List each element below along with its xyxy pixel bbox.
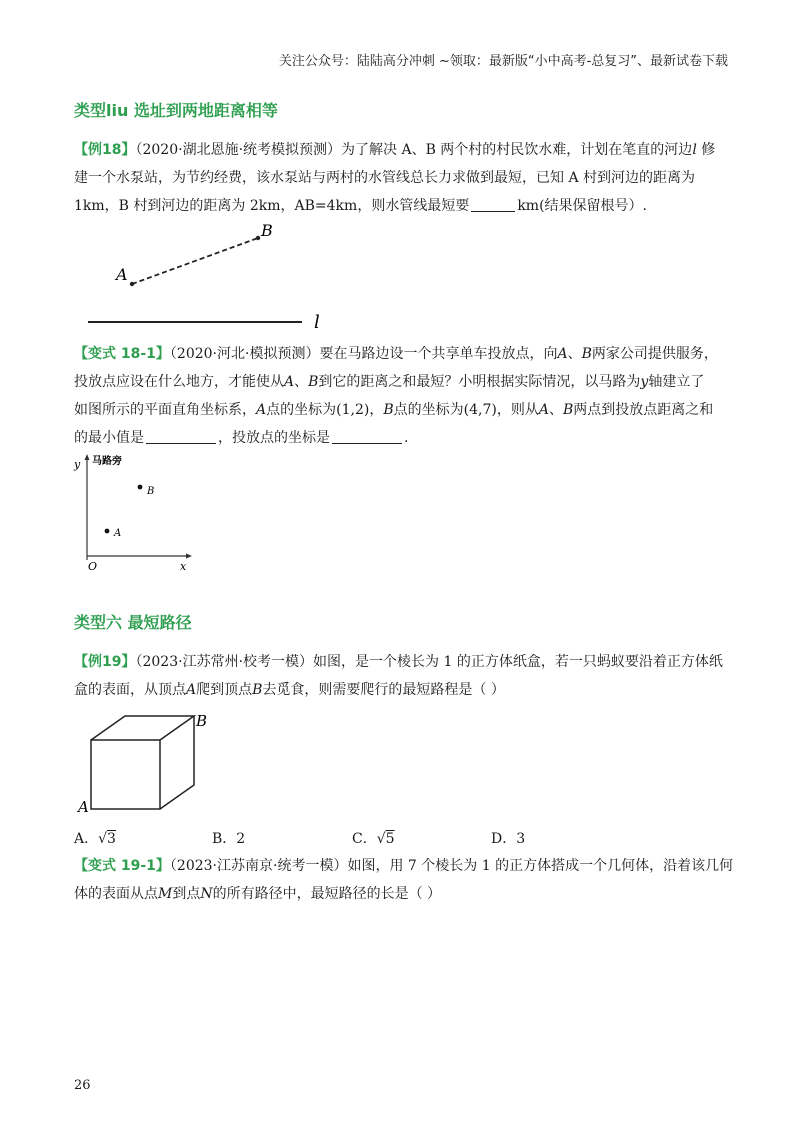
var18-line2g: 轴建立了 (648, 374, 705, 390)
point-m: M (158, 886, 173, 902)
cube-label-b: B (196, 712, 208, 730)
var18-y: y (640, 374, 649, 390)
label-x: x (180, 560, 187, 573)
section-title-2: 类型六 最短路径 (74, 613, 192, 632)
coord-label-a: A (114, 528, 122, 539)
page-number: 26 (74, 1078, 91, 1093)
var18-line4c: . (404, 430, 409, 446)
example-18-tag: 【例18】 (74, 142, 136, 158)
var18-a1: A (557, 346, 568, 362)
option-a[interactable] (74, 828, 116, 848)
section-title-1: 类型liu 选址到两地距离相等 (74, 101, 278, 120)
var18-line4b: ，投放点的坐标是 (218, 430, 330, 446)
var18-b3: B (383, 402, 394, 418)
option-b-value: 2 (236, 831, 246, 847)
coord-point-b (138, 485, 143, 490)
point-a (130, 282, 134, 286)
option-c-value: 5 (385, 831, 395, 847)
var18-a3: A (256, 402, 267, 418)
variant-19-1 (74, 852, 734, 908)
var18-a2: A (284, 374, 295, 390)
coordinate-figure (70, 452, 200, 576)
example-18-line2: 建一个水泵站，为节约经费，该水泵站与两村的水管线总长力求做到最短，已知 A 村到河边的距离为 (74, 170, 696, 186)
variant-18-line1: （2020·河北·模拟预测）要在马路边设一个共享单车投放点，向 (169, 346, 558, 362)
label-b: B (261, 221, 273, 240)
var18-b4: B (562, 402, 574, 418)
river-l: l (692, 142, 697, 158)
page-header: 关注公众号：陆陆高分冲刺 ~领取：最新版“小中高考-总复习”、最新试卷下载 (278, 54, 728, 69)
label-a: A (116, 265, 128, 284)
example-18 (74, 136, 734, 220)
coord-point-a (105, 529, 110, 534)
var18-line4a: 的最小值是 (74, 430, 144, 446)
option-b-label: B． (212, 831, 237, 847)
variant-18-tag: 【变式 18-1】 (74, 346, 170, 362)
cube-figure (72, 712, 222, 816)
cube-label-a: A (78, 798, 89, 816)
var18-b1: B (581, 346, 592, 362)
var19-line2a: 体的表面从点 (74, 886, 158, 902)
ex19-b: B (252, 682, 263, 698)
var19-line2e: 的所有路径中，最短路径的长是（ ） (212, 886, 442, 902)
option-d-value: 3 (516, 831, 526, 847)
label-o: O (88, 560, 98, 573)
example-19-line1: （2023·江苏常州·校考一模）如图，是一个棱长为 1 的正方体纸盒，若一只蚂蚁要沿着正方体纸 (135, 654, 723, 670)
var18-sep2: 、 (294, 374, 309, 390)
label-l: l (314, 312, 320, 333)
var18-line3i: ，则从 (496, 402, 539, 418)
sqrt-sign: √ (98, 831, 108, 847)
x-arrow (186, 554, 192, 559)
point-n: N (200, 886, 213, 902)
var18-a4: A (538, 402, 549, 418)
coord-a: (1,2) (336, 402, 370, 418)
coordinate-blank[interactable] (332, 429, 402, 444)
var18-sep3: 、 (548, 402, 563, 418)
cube-top (91, 716, 194, 740)
segment-ab (132, 238, 258, 284)
variant-18-1 (74, 340, 734, 452)
variant-19-tag: 【变式 19-1】 (74, 858, 170, 874)
cube-side (160, 716, 194, 809)
example-19 (74, 648, 734, 704)
var18-b2: B (308, 374, 319, 390)
option-a-value: 3 (107, 831, 116, 847)
ex19-a: A (186, 682, 197, 698)
example-18-line1b: 修 (696, 142, 716, 158)
example-19-tag: 【例19】 (74, 654, 136, 670)
ex19-line2a: 盒的表面，从顶点 (74, 682, 186, 698)
example-18-line3a: 1km，B 村到河边的距离为 2km，AB=4km，则水管线最短要 (74, 198, 470, 214)
figure-18 (80, 214, 340, 334)
road-label: 马路旁 (92, 456, 122, 467)
label-y: y (74, 458, 81, 471)
var19-line2c: 到点 (172, 886, 201, 902)
coord-label-b: B (147, 486, 155, 497)
var18-line2a: 投放点应设在什么地方，才能使从 (74, 374, 284, 390)
coord-b: (4,7) (463, 402, 497, 418)
option-a-label: A． (74, 831, 99, 847)
var19-line1: （2023·江苏南京·统考一模）如图，用 7 个棱长为 1 的正方体搭成一个几何体，沿着该几何 (169, 858, 734, 874)
option-c-label: C． (352, 831, 377, 847)
option-b[interactable] (212, 828, 245, 848)
var18-line1d: 两家公司提供服务， (591, 346, 718, 362)
min-value-blank[interactable] (146, 429, 216, 444)
var18-line3g: 点的坐标为 (393, 402, 464, 418)
var18-line3m: 两点到投放点距离之和 (573, 402, 714, 418)
example-18-line3b: km(结果保留根号）. (517, 198, 647, 214)
point-b (256, 236, 260, 240)
var18-line3a: 如图所示的平面直角坐标系， (74, 402, 256, 418)
option-d[interactable] (491, 828, 525, 848)
sqrt-sign: √ (376, 831, 386, 847)
var18-line2e: 到它的距离之和最短？小明根据实际情况，以马路为 (318, 374, 641, 390)
example-18-line1: （2020·湖北恩施·统考模拟预测）为了解决 A、B 两个村的村民饮水难，计划在笔直的河边 (135, 142, 693, 158)
option-c[interactable] (352, 828, 395, 848)
y-arrow (85, 454, 90, 460)
option-d-label: D． (491, 831, 517, 847)
var18-sep1: 、 (567, 346, 582, 362)
ex19-line2e: 去觅食，则需要爬行的最短路程是（ ） (262, 682, 505, 698)
var18-line3e: ， (369, 402, 384, 418)
cube-front (91, 740, 160, 809)
var18-line3c: 点的坐标为 (266, 402, 337, 418)
ex19-line2c: 爬到顶点 (196, 682, 253, 698)
answer-blank[interactable] (471, 197, 515, 212)
